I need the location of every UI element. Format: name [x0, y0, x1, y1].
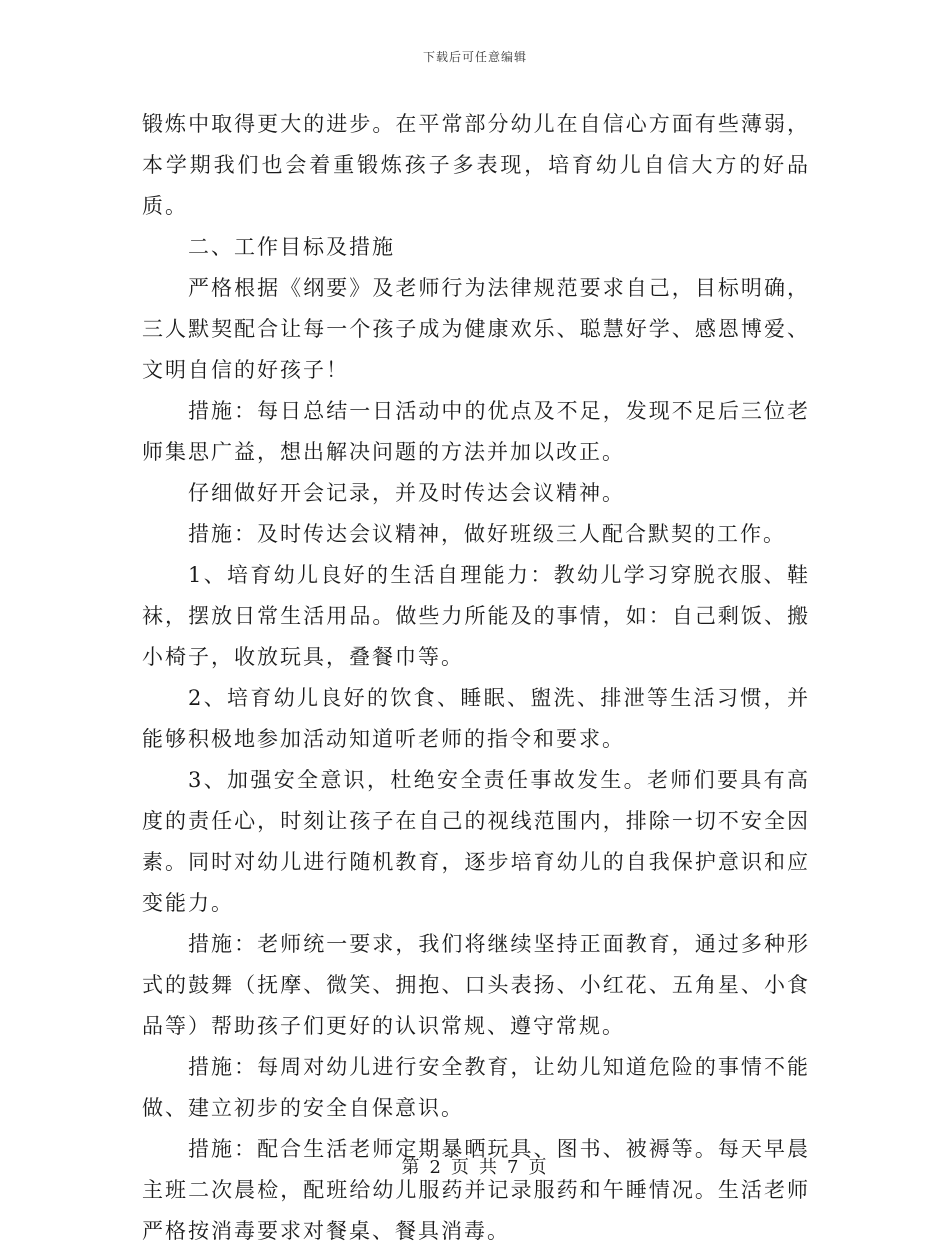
- paragraph-meeting-record: 仔细做好开会记录，并及时传达会议精神。: [188, 481, 625, 505]
- paragraph-measure: 措施：每周对幼儿进行安全教育，让幼儿知道危险的事情不能做、建立初步的安全自保意识。: [142, 1055, 810, 1120]
- paragraph-measure: 措施：及时传达会议精神，做好班级三人配合默契的工作。: [188, 522, 786, 546]
- footer-total-label: 共: [479, 1157, 499, 1178]
- paragraph-goal: 严格根据《纲要》及老师行为法律规范要求自己，目标明确，三人默契配合让每一个孩子成为健康欢乐、聪慧好学、感恩博爱、文明自信的好孩子！: [142, 276, 810, 382]
- footer-page-unit-2: 页: [528, 1157, 549, 1178]
- footer-page-unit: 页: [451, 1157, 471, 1178]
- paragraph-item-3: 3、加强安全意识，杜绝安全责任事故发生。老师们要具有高度的责任心，时刻让孩子在自己的视线范围内，排除一切不安全因素。同时对幼儿进行随机教育，逐步培育幼儿的自我保护意识和应变能力。: [142, 768, 810, 915]
- paragraph-continuation: 锻炼中取得更大的进步。在平常部分幼儿在自信心方面有些薄弱，本学期我们也会着重锻炼孩子多表现，培育幼儿自信大方的好品质。: [142, 112, 810, 218]
- section-heading: 二、工作目标及措施: [188, 235, 395, 259]
- footer-prefix: 第: [401, 1157, 422, 1178]
- paragraph-measure: 措施：配合生活老师定期暴晒玩具、图书、被褥等。每天早晨主班二次晨检，配班给幼儿服药并记录服药和午睡情况。生活老师严格按消毒要求对餐桌、餐具消毒。: [142, 1137, 810, 1243]
- total-page-count: 7: [507, 1157, 521, 1178]
- page-number-footer: [0, 1153, 950, 1179]
- current-page-number: 2: [429, 1157, 443, 1178]
- paragraph-measure: 措施：老师统一要求，我们将继续坚持正面教育，通过多种形式的鼓舞（抚摩、微笑、拥抱、口头表扬、小红花、五角星、小食品等）帮助孩子们更好的认识常规、遵守常规。: [142, 932, 810, 1038]
- paragraph-item-2: 2、培育幼儿良好的饮食、睡眠、盥洗、排泄等生活习惯，并能够积极地参加活动知道听老师的指令和要求。: [142, 686, 810, 751]
- page-header-note: 下载后可任意编辑: [422, 50, 527, 64]
- document-body: [142, 104, 810, 1252]
- paragraph-measure: 措施：每日总结一日活动中的优点及不足，发现不足后三位老师集思广益，想出解决问题的方法并加以改正。: [142, 399, 810, 464]
- paragraph-item-1: 1、培育幼儿良好的生活自理能力：教幼儿学习穿脱衣服、鞋袜，摆放日常生活用品。做些力所能及的事情，如：自己剩饭、搬小椅子，收放玩具，叠餐巾等。: [142, 563, 810, 669]
